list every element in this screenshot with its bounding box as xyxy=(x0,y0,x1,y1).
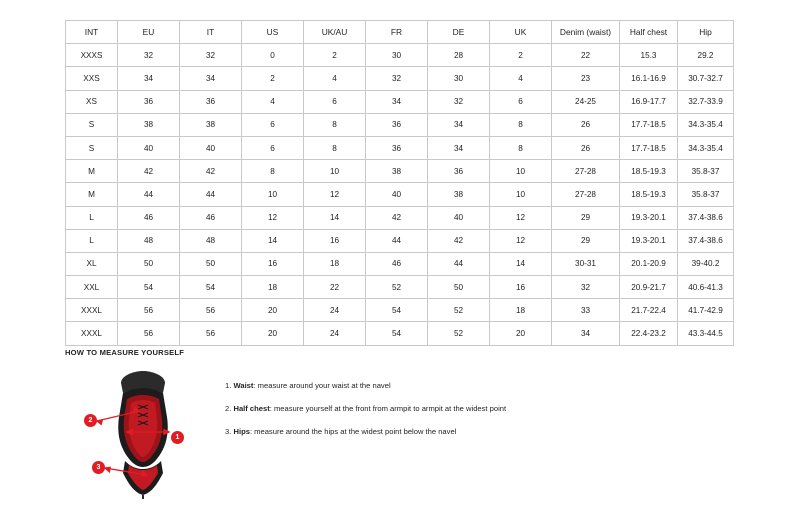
table-cell: 4 xyxy=(242,90,304,113)
table-cell: 34.3-35.4 xyxy=(678,136,734,159)
instruction-text: : measure around the hips at the widest point below the navel xyxy=(249,427,457,437)
table-row xyxy=(66,67,734,90)
table-cell: 12 xyxy=(242,206,304,229)
table-cell: 2 xyxy=(242,67,304,90)
table-cell: 22 xyxy=(552,44,620,67)
instruction-number: 1. xyxy=(225,381,232,390)
instruction-term: Half chest xyxy=(233,404,270,414)
size-chart-table xyxy=(65,20,734,346)
table-cell: 18 xyxy=(490,299,552,322)
table-cell: 41.7-42.9 xyxy=(678,299,734,322)
table-cell: 30 xyxy=(366,44,428,67)
table-row xyxy=(66,183,734,206)
table-cell: 52 xyxy=(428,299,490,322)
table-cell: L xyxy=(66,229,118,252)
table-cell: 19.3-20.1 xyxy=(620,206,678,229)
table-cell: 0 xyxy=(242,44,304,67)
table-cell: 20 xyxy=(490,322,552,345)
table-cell: 33 xyxy=(552,299,620,322)
table-cell: 8 xyxy=(242,160,304,183)
table-cell: 54 xyxy=(366,299,428,322)
column-header: INT xyxy=(66,21,118,44)
measure-instructions xyxy=(225,381,506,450)
table-cell: 34 xyxy=(180,67,242,90)
table-cell: 56 xyxy=(180,299,242,322)
table-cell: 8 xyxy=(304,113,366,136)
table-cell: 42 xyxy=(180,160,242,183)
table-cell: 6 xyxy=(304,90,366,113)
table-cell: 8 xyxy=(490,136,552,159)
table-cell: 16 xyxy=(490,276,552,299)
table-cell: 4 xyxy=(490,67,552,90)
table-cell: 48 xyxy=(118,229,180,252)
table-cell: 34 xyxy=(366,90,428,113)
table-row xyxy=(66,322,734,345)
column-header: US xyxy=(242,21,304,44)
table-cell: 20 xyxy=(242,299,304,322)
table-cell: 46 xyxy=(180,206,242,229)
table-cell: 18.5-19.3 xyxy=(620,183,678,206)
table-cell: 32 xyxy=(118,44,180,67)
table-cell: 38 xyxy=(118,113,180,136)
table-cell: 36 xyxy=(366,136,428,159)
table-cell: 10 xyxy=(490,160,552,183)
table-cell: M xyxy=(66,160,118,183)
table-cell: 37.4-38.6 xyxy=(678,206,734,229)
table-cell: XS xyxy=(66,90,118,113)
table-cell: 36 xyxy=(118,90,180,113)
table-cell: 46 xyxy=(366,252,428,275)
table-cell: 6 xyxy=(242,113,304,136)
table-cell: 43.3-44.5 xyxy=(678,322,734,345)
column-header: FR xyxy=(366,21,428,44)
table-cell: 35.8-37 xyxy=(678,160,734,183)
table-cell: 16.1-16.9 xyxy=(620,67,678,90)
table-cell: 6 xyxy=(242,136,304,159)
table-header-row xyxy=(66,21,734,44)
table-cell: 30 xyxy=(428,67,490,90)
table-cell: 56 xyxy=(118,299,180,322)
table-row xyxy=(66,136,734,159)
table-cell: 8 xyxy=(490,113,552,136)
measure-badge-1: 1 xyxy=(171,431,184,444)
table-cell: 15.3 xyxy=(620,44,678,67)
table-cell: 35.8-37 xyxy=(678,183,734,206)
table-cell: XL xyxy=(66,252,118,275)
table-cell: 44 xyxy=(366,229,428,252)
table-cell: 26 xyxy=(552,136,620,159)
table-cell: XXXL xyxy=(66,299,118,322)
table-cell: 16 xyxy=(242,252,304,275)
table-cell: 32 xyxy=(366,67,428,90)
column-header: Denim (waist) xyxy=(552,21,620,44)
table-cell: 42 xyxy=(428,229,490,252)
table-cell: S xyxy=(66,136,118,159)
table-cell: 10 xyxy=(490,183,552,206)
table-cell: 19.3-20.1 xyxy=(620,229,678,252)
column-header: Half chest xyxy=(620,21,678,44)
table-cell: 39-40.2 xyxy=(678,252,734,275)
table-cell: 40 xyxy=(366,183,428,206)
table-cell: 16.9-17.7 xyxy=(620,90,678,113)
table-cell: 38 xyxy=(366,160,428,183)
table-cell: 23 xyxy=(552,67,620,90)
table-cell: 44 xyxy=(180,183,242,206)
table-cell: 46 xyxy=(118,206,180,229)
table-cell: 4 xyxy=(304,67,366,90)
how-to-measure-section xyxy=(65,348,733,499)
table-cell: 50 xyxy=(180,252,242,275)
table-cell: 42 xyxy=(118,160,180,183)
table-cell: 56 xyxy=(180,322,242,345)
table-cell: XXL xyxy=(66,276,118,299)
table-cell: 29 xyxy=(552,229,620,252)
table-cell: 54 xyxy=(180,276,242,299)
instruction-item-half-chest xyxy=(225,404,506,413)
table-cell: 32.7-33.9 xyxy=(678,90,734,113)
table-cell: 36 xyxy=(428,160,490,183)
table-row xyxy=(66,252,734,275)
table-cell: 2 xyxy=(490,44,552,67)
table-cell: 38 xyxy=(180,113,242,136)
table-cell: 54 xyxy=(118,276,180,299)
table-row xyxy=(66,276,734,299)
table-row xyxy=(66,299,734,322)
table-cell: 30-31 xyxy=(552,252,620,275)
table-cell: 50 xyxy=(118,252,180,275)
table-cell: XXXS xyxy=(66,44,118,67)
table-cell: 29 xyxy=(552,206,620,229)
table-cell: 10 xyxy=(242,183,304,206)
table-cell: 2 xyxy=(304,44,366,67)
table-cell: 38 xyxy=(428,183,490,206)
table-cell: 36 xyxy=(366,113,428,136)
table-cell: 27-28 xyxy=(552,183,620,206)
column-header: DE xyxy=(428,21,490,44)
table-cell: 56 xyxy=(118,322,180,345)
column-header: Hip xyxy=(678,21,734,44)
instruction-text: : measure yourself at the front from armpit to armpit at the widest point xyxy=(269,404,507,414)
column-header: IT xyxy=(180,21,242,44)
instruction-term: Waist xyxy=(233,381,254,390)
instruction-term: Hips xyxy=(233,427,250,437)
table-cell: 6 xyxy=(490,90,552,113)
table-cell: 37.4-38.6 xyxy=(678,229,734,252)
table-cell: 26 xyxy=(552,113,620,136)
column-header: UK/AU xyxy=(304,21,366,44)
table-cell: 20.1-20.9 xyxy=(620,252,678,275)
table-cell: 14 xyxy=(242,229,304,252)
table-cell: 24 xyxy=(304,299,366,322)
section-title: HOW TO MEASURE YOURSELF xyxy=(65,348,185,357)
table-cell: 36 xyxy=(180,90,242,113)
table-cell: 50 xyxy=(428,276,490,299)
table-cell: XXS xyxy=(66,67,118,90)
table-row xyxy=(66,206,734,229)
measure-body xyxy=(65,367,733,499)
table-cell: 18.5-19.3 xyxy=(620,160,678,183)
column-header: EU xyxy=(118,21,180,44)
table-cell: 14 xyxy=(304,206,366,229)
table-cell: 24 xyxy=(304,322,366,345)
table-cell: 40 xyxy=(118,136,180,159)
table-cell: 32 xyxy=(180,44,242,67)
table-cell: M xyxy=(66,183,118,206)
mannequin-figure-icon xyxy=(83,369,203,499)
table-cell: 44 xyxy=(118,183,180,206)
instruction-number: 3. xyxy=(225,427,232,437)
table-cell: 27-28 xyxy=(552,160,620,183)
table-row xyxy=(66,229,734,252)
table-cell: 8 xyxy=(304,136,366,159)
table-cell: 17.7-18.5 xyxy=(620,136,678,159)
table-row xyxy=(66,113,734,136)
table-cell: 32 xyxy=(552,276,620,299)
table-cell: 52 xyxy=(428,322,490,345)
table-cell: 40.6-41.3 xyxy=(678,276,734,299)
instruction-item-hips xyxy=(225,427,506,436)
table-cell: 32 xyxy=(428,90,490,113)
table-cell: 48 xyxy=(180,229,242,252)
column-header: UK xyxy=(490,21,552,44)
table-cell: 10 xyxy=(304,160,366,183)
table-cell: 24-25 xyxy=(552,90,620,113)
table-cell: 12 xyxy=(490,229,552,252)
table-cell: 16 xyxy=(304,229,366,252)
table-cell: 18 xyxy=(242,276,304,299)
instruction-number: 2. xyxy=(225,404,232,414)
table-cell: 12 xyxy=(304,183,366,206)
table-cell: S xyxy=(66,113,118,136)
instruction-text: : measure around your waist at the navel xyxy=(253,381,391,390)
table-cell: 18 xyxy=(304,252,366,275)
table-cell: 34.3-35.4 xyxy=(678,113,734,136)
instruction-item-waist xyxy=(225,381,506,390)
table-cell: 40 xyxy=(180,136,242,159)
measure-badge-2: 2 xyxy=(84,414,97,427)
table-cell: 42 xyxy=(366,206,428,229)
table-cell: 29.2 xyxy=(678,44,734,67)
table-cell: 54 xyxy=(366,322,428,345)
measure-badge-3: 3 xyxy=(92,461,105,474)
table-row xyxy=(66,44,734,67)
table-cell: 14 xyxy=(490,252,552,275)
table-cell: 34 xyxy=(552,322,620,345)
mannequin-illustration xyxy=(83,369,203,499)
table-body xyxy=(66,44,734,345)
table-row xyxy=(66,90,734,113)
table-cell: 12 xyxy=(490,206,552,229)
table-cell: 34 xyxy=(118,67,180,90)
table-cell: 30.7-32.7 xyxy=(678,67,734,90)
table-cell: XXXL xyxy=(66,322,118,345)
table-cell: 44 xyxy=(428,252,490,275)
table-cell: 34 xyxy=(428,136,490,159)
table-cell: L xyxy=(66,206,118,229)
table-cell: 22 xyxy=(304,276,366,299)
table-cell: 22.4-23.2 xyxy=(620,322,678,345)
table-cell: 40 xyxy=(428,206,490,229)
table-cell: 20.9-21.7 xyxy=(620,276,678,299)
size-chart-container xyxy=(65,20,733,346)
table-row xyxy=(66,160,734,183)
table-cell: 17.7-18.5 xyxy=(620,113,678,136)
table-cell: 28 xyxy=(428,44,490,67)
table-cell: 21.7-22.4 xyxy=(620,299,678,322)
table-cell: 52 xyxy=(366,276,428,299)
table-cell: 34 xyxy=(428,113,490,136)
table-cell: 20 xyxy=(242,322,304,345)
